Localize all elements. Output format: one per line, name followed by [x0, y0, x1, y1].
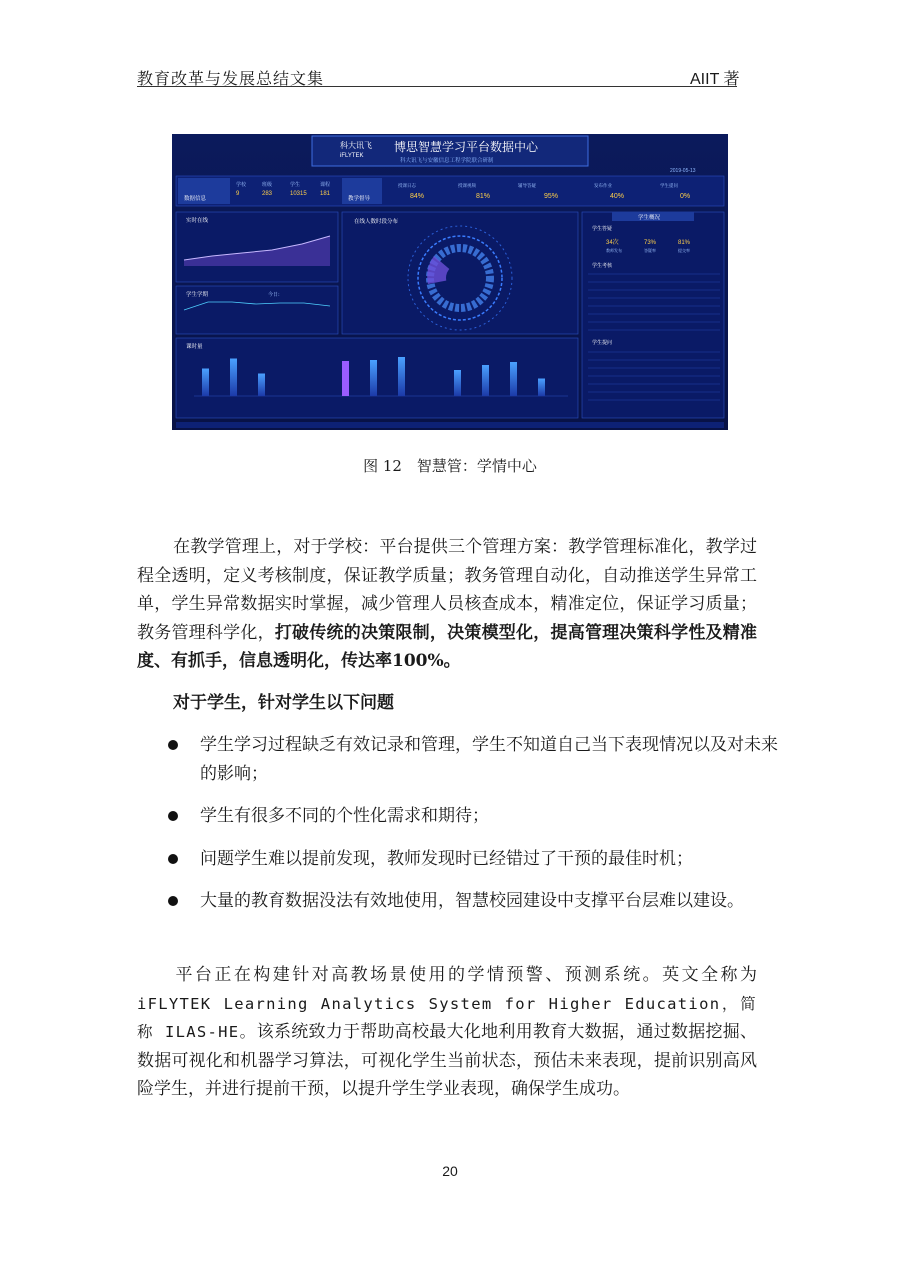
paragraph-bold-text: 打破传统的决策限制，决策模型化，提高管理决策科学性及精准度、有抓手，信息透明化，传达率100%。: [137, 622, 757, 672]
kpi-value: 95%: [544, 193, 559, 200]
bar: [398, 357, 405, 396]
kpi-label: 授课视频: [458, 184, 476, 189]
bar: [370, 360, 377, 396]
list-item-text: 问题学生难以提前发现，教师发现时已经错过了干预的最佳时机；: [200, 848, 693, 869]
today-label: 今日:: [268, 292, 280, 298]
bar: [510, 362, 517, 396]
stat-value: 10315: [290, 191, 307, 197]
bullet-icon: [168, 854, 178, 864]
bullet-icon: [168, 896, 178, 906]
kpi-label: 发布作业: [594, 184, 612, 189]
paragraph-text: 该系统致力于帮助高校最大化地利用教育大数据，通过数据挖掘、数据可视化和机器学习算法，可视化学生当前状态，预估未来表现，提前识别高风险学生，并进行提前干预，以提升学生学业表现，确保学生成功。: [137, 1022, 758, 1100]
dashboard-subtitle: 科大讯飞与安徽信息工程学院联合研制: [400, 158, 494, 164]
kpi-value: 81%: [476, 193, 491, 200]
right-sub2: 学生考核: [592, 263, 613, 269]
bar: [482, 365, 489, 396]
paragraph-text: 在教学管理上，对于学校：平台提供三个管理方案：教学管理标准化，教学过程全透明，定义考核制度，保证教学质量；教务管理自动化，自动推送学生异常工单，学生异常数据实时掌握，减少管理人员核查成本，精准定位，保证学习质量；教务管理科学化，: [137, 537, 757, 643]
paragraph-text: 平台正在构建针对高教场景使用的学情预警、预测系统。英文全称为: [173, 965, 757, 985]
paragraph-school-management: [137, 533, 757, 676]
stat-label: 学生: [290, 182, 301, 188]
kpi-value: 40%: [610, 193, 625, 200]
list-item: [162, 802, 782, 831]
dashboard-title: 博思智慧学习平台数据中心: [394, 140, 539, 154]
stat-label: 学校: [236, 182, 247, 188]
left-tab: 数据信息: [184, 196, 207, 202]
figure-caption: 图 12 智慧管：学情中心: [363, 457, 537, 475]
stat-value: 283: [262, 191, 273, 197]
bar: [342, 361, 349, 396]
sub-heading: 对于学生，针对学生以下问题: [173, 693, 394, 713]
dashboard-date: 2019-05-13: [670, 168, 696, 174]
bar: [454, 370, 461, 396]
bar: [538, 379, 545, 397]
brand-cn: 科大讯飞: [340, 141, 372, 150]
paragraph-english-name: iFLYTEK Learning Analytics System for Higher Education，简称 ILAS-HE。: [137, 994, 757, 1042]
kpi-label: 授课日志: [398, 184, 416, 189]
bar: [258, 374, 265, 397]
answer-stat-value: 34次: [606, 240, 619, 246]
panel-realtime: 实时在线: [186, 218, 209, 224]
header-book-title: 教育改革与发展总结文集: [137, 69, 325, 88]
answer-stat-label: 答疑率: [644, 248, 656, 253]
panel-bottom: 课时量: [186, 344, 203, 350]
panel-study: 学生学期: [186, 292, 209, 298]
header-author: AIIT 著: [690, 71, 740, 88]
right-sub3: 学生提问: [592, 340, 613, 346]
stat-label: 课程: [320, 182, 331, 188]
stat-value: 9: [236, 191, 240, 197]
paragraph-ilas-he: [137, 961, 757, 1104]
list-item-text: 学生学习过程缺乏有效记录和管理，学生不知道自己当下表现情况以及对未来的影响；: [200, 735, 778, 784]
bullet-icon: [168, 740, 178, 750]
answer-stat-value: 73%: [644, 240, 657, 246]
answer-stat-value: 81%: [678, 240, 691, 246]
right-title: 学生概况: [638, 215, 661, 221]
panel-center: 在线人数时段分布: [354, 219, 399, 225]
list-item-text: 学生有很多不同的个性化需求和期待；: [200, 806, 489, 827]
bullet-list: [162, 731, 782, 930]
stat-label: 班级: [262, 182, 273, 188]
list-item: [162, 845, 782, 874]
kpi-value: 0%: [680, 193, 691, 200]
page-number: 20: [442, 1163, 458, 1179]
mid-tab: 教学督导: [348, 196, 371, 202]
kpi-value: 84%: [410, 193, 425, 200]
answer-stat-label: 教师发布: [606, 248, 622, 253]
list-item-text: 大量的教育数据没法有效地使用，智慧校园建设中支撑平台层难以建设。: [200, 891, 744, 912]
brand-en: iFLYTEK: [340, 153, 364, 159]
list-item: [162, 731, 782, 788]
kpi-label: 辅导答疑: [518, 184, 536, 189]
right-sub1: 学生答疑: [592, 226, 613, 232]
dashboard-screenshot: [172, 134, 728, 430]
header-rule: [137, 86, 737, 87]
answer-stat-label: 提交率: [678, 248, 690, 253]
kpi-label: 学生提问: [660, 184, 678, 189]
stat-value: 181: [320, 191, 331, 197]
bullet-icon: [168, 811, 178, 821]
bar: [202, 369, 209, 397]
bar: [230, 359, 237, 397]
list-item: [162, 887, 782, 916]
